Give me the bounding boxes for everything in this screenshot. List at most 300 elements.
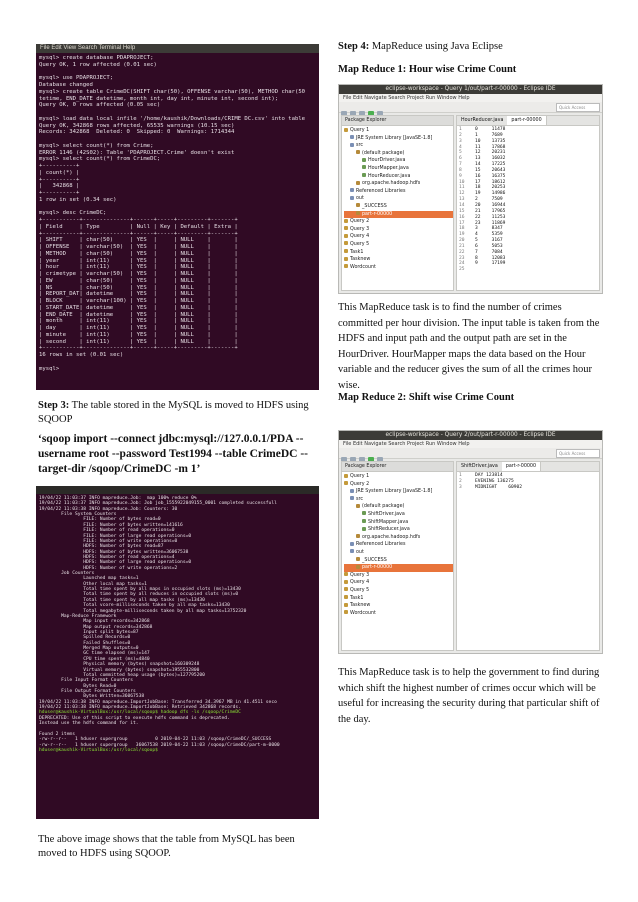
terminal-line: Other local map tasks=1 xyxy=(39,581,147,587)
output-value: 22 11253 xyxy=(475,214,506,220)
terminal-line: | SHIFT | char(50) | YES | | NULL | | xyxy=(39,237,238,244)
output-value: 0 11478 xyxy=(475,127,506,132)
caption-sqoop-result: The above image shows that the table from MySQL has been moved to HDFS using SQOOP. xyxy=(38,834,295,859)
tree-item[interactable] xyxy=(344,602,453,610)
terminal-line: mysql> create database PDAPROJECT; xyxy=(39,55,154,61)
editor-pane xyxy=(456,461,600,651)
tree-item[interactable] xyxy=(344,519,453,527)
output-file-content xyxy=(457,126,599,274)
terminal-line: | year | int(11) | YES | | NULL | | xyxy=(39,257,238,264)
tree-item-label: out xyxy=(356,549,364,555)
line-number: 6 xyxy=(459,156,462,162)
step3-text: The table stored in the MySQL is moved to HDFS using SQOOP xyxy=(38,400,309,425)
tree-item[interactable] xyxy=(344,595,453,603)
tree-item-label: part-r-00000 xyxy=(362,565,393,571)
step3-label: Step 3: xyxy=(38,400,70,411)
line-number: 2 xyxy=(459,132,462,138)
line-number: 23 xyxy=(459,255,465,261)
tree-item[interactable] xyxy=(344,549,453,557)
terminal-line: mysql> create table CrimeDC(SHIFT char(50), OFFENSE varchar(50), METHOD char(50 xyxy=(39,88,306,95)
project-icon xyxy=(344,249,348,253)
terminal-line: | crimetype | varchar(50) | YES | | NULL | | xyxy=(39,271,238,277)
terminal-line: Total time spent by all maps in occupied slots (ms)=13430 xyxy=(39,587,241,593)
terminal-line: mysql> xyxy=(39,365,63,372)
output-row xyxy=(459,267,597,273)
output-value: DAY 123814 xyxy=(475,473,503,478)
file-icon xyxy=(356,534,360,538)
tree-item-label: src xyxy=(356,496,364,502)
tree-item-label: Query 1 xyxy=(350,474,370,479)
project-icon xyxy=(344,572,348,576)
editor-tab[interactable]: part-r-00000 xyxy=(507,116,546,125)
output-value: 21 17965 xyxy=(475,208,506,214)
line-number: 20 xyxy=(459,238,465,244)
terminal-line: Map output records=342868 xyxy=(39,624,153,630)
file-icon xyxy=(356,557,360,561)
terminal-line: | 342868 | xyxy=(39,183,80,190)
line-number: 16 xyxy=(459,214,465,220)
output-value: 8 12083 xyxy=(475,255,506,261)
terminal-line: HDFS: Number of large read operations=0 xyxy=(39,560,192,566)
terminal-line: Merged Map outputs=0 xyxy=(39,646,139,652)
tree-item[interactable] xyxy=(344,233,453,241)
terminal-line xyxy=(39,204,316,211)
terminal-line: | OFFENSE | varchar(50) | YES | | NULL | | xyxy=(39,244,238,250)
hadoop-terminal-output xyxy=(36,494,319,755)
tree-item[interactable] xyxy=(344,481,453,489)
line-number: 25 xyxy=(459,267,465,273)
tree-item[interactable] xyxy=(344,241,453,249)
output-value: 15 20643 xyxy=(475,167,506,173)
terminal-line: HDFS: Number of write operations=2 xyxy=(39,565,178,571)
line-number: 9 xyxy=(459,173,462,179)
tree-item[interactable] xyxy=(344,503,453,511)
tree-item-label: src xyxy=(356,143,364,149)
tree-item-label: Task1 xyxy=(350,249,364,255)
mr1-heading: Map Reduce 1: Hour wise Crime Count xyxy=(338,64,517,75)
tree-item[interactable] xyxy=(344,165,453,173)
project-icon xyxy=(344,603,348,607)
line-number: 1 xyxy=(459,473,462,478)
file-icon xyxy=(356,504,360,508)
project-tree xyxy=(342,126,453,271)
terminal-line: | hour | int(11) | YES | | NULL | | xyxy=(39,264,238,271)
terminal-line: 19/04/22 11:03:37 INFO mapreduce.Job: map 100% reduce 0% xyxy=(39,496,197,501)
terminal-menubar: File Edit View Search Terminal Help xyxy=(36,44,319,53)
line-number: 15 xyxy=(459,208,465,214)
file-icon xyxy=(362,511,366,515)
terminal-line: | BLOCK | varchar(100) | YES | | NULL | | xyxy=(39,298,238,304)
tree-item-label: out xyxy=(356,196,364,202)
file-icon xyxy=(362,527,366,531)
line-number: 17 xyxy=(459,220,465,226)
terminal-line: File Output Format Counters xyxy=(39,688,136,694)
file-icon xyxy=(362,158,366,162)
project-tree xyxy=(342,472,453,617)
terminal-line: 1 row in set (0.34 sec) xyxy=(39,196,117,203)
file-icon xyxy=(362,519,366,523)
terminal-line: 19/04/22 11:03:37 INFO mapreduce.Job: Job job_1555922049155_0001 completed successfull xyxy=(39,501,277,507)
terminal-line: Job Counters xyxy=(39,571,95,577)
tree-item[interactable] xyxy=(344,142,453,150)
tree-item-label: Query 5 xyxy=(350,241,370,247)
tree-item[interactable] xyxy=(344,511,453,519)
eclipse-titlebar: eclipse-workspace - Query 2/out/part-r-00000 - Eclipse IDE xyxy=(339,431,602,440)
project-icon xyxy=(344,257,348,261)
tree-item[interactable] xyxy=(344,579,453,587)
tree-item[interactable] xyxy=(344,526,453,534)
editor-tab[interactable]: ShiftDriver.java xyxy=(461,464,498,469)
output-value: 3 8347 xyxy=(475,226,503,232)
project-icon xyxy=(344,241,348,245)
line-number: 12 xyxy=(459,191,465,197)
terminal-line: +----------+ xyxy=(39,190,80,196)
tree-item[interactable] xyxy=(344,135,453,143)
output-value: 10 13735 xyxy=(475,138,506,144)
terminal-line: +-----------+--------------+------+-----+---------+-------+ xyxy=(39,345,238,352)
output-value: 4 5359 xyxy=(475,232,503,238)
terminal-line: mysql> desc CrimeDC; xyxy=(39,210,107,217)
terminal-line: 19/04/22 11:03:38 INFO mapreduce.ImportJobBase: Retrieved 342868 records. xyxy=(39,705,241,711)
terminal-line: | day | int(11) | YES | | NULL | | xyxy=(39,325,238,331)
terminal-line: mysql> use PDAPROJECT; xyxy=(39,75,114,82)
line-number: 19 xyxy=(459,232,465,238)
terminal-line: GC time elapsed (ms)=147 xyxy=(39,651,150,657)
tree-item[interactable] xyxy=(344,572,453,580)
tree-item-label: Task1 xyxy=(350,595,364,601)
tree-item-label: Query 1 xyxy=(350,128,370,133)
tree-item[interactable] xyxy=(344,157,453,165)
terminal-line: +----------+ xyxy=(39,163,80,169)
output-value: 6 5053 xyxy=(475,243,503,249)
tree-item-label: Query 3 xyxy=(350,572,370,578)
terminal-line: Launched map tasks=1 xyxy=(39,576,139,582)
terminal-line: Total time spent by all reduces in occupied slots (ms)=0 xyxy=(39,592,239,598)
terminal-line: hduser@kaushik-VirtualBox:/usr/local/sqoop$ xyxy=(39,747,161,753)
project-icon xyxy=(344,481,348,485)
mysql-terminal-output xyxy=(36,53,319,374)
output-value: 5 3167 xyxy=(475,238,503,244)
terminal-line: -rw-r--r-- 1 hduser supergroup 0 2019-04-22 11:03 /sqoop/CrimeDC/_SUCCESS xyxy=(39,737,272,743)
file-icon xyxy=(362,173,366,177)
terminal-line: Database changed xyxy=(39,82,93,88)
tree-item-label: Query 5 xyxy=(350,587,370,593)
tree-item-label: HourDriver.java xyxy=(368,158,406,164)
package-explorer-tab[interactable]: Package Explorer xyxy=(342,116,453,126)
file-icon xyxy=(350,135,354,139)
project-icon xyxy=(344,226,348,230)
terminal-line: 19/04/22 11:03:38 INFO mapreduce.ImportJobBase: Transferred 34.3967 MB in 41.4511 seco xyxy=(39,699,277,705)
tree-item-label: part-r-00000 xyxy=(362,211,393,217)
terminal-line: | month | int(11) | YES | | NULL | | xyxy=(39,318,238,325)
output-row xyxy=(459,485,597,491)
tree-item-label: Referenced Libraries xyxy=(356,188,406,194)
terminal-line: FILE: Number of large read operations=0 xyxy=(39,533,192,539)
tree-item[interactable] xyxy=(344,587,453,595)
terminal-line: HDFS: Number of bytes read=87 xyxy=(39,544,164,550)
tree-item[interactable] xyxy=(344,127,453,135)
terminal-line: Failed Shuffles=0 xyxy=(39,640,131,646)
tree-item-label: (default package) xyxy=(362,504,405,510)
eclipse-menubar: File Edit Navigate Search Project Run Window Help xyxy=(339,94,602,102)
tree-item[interactable] xyxy=(344,173,453,181)
terminal-line xyxy=(39,359,316,366)
output-value: 7 7084 xyxy=(475,249,503,255)
project-icon xyxy=(344,128,348,132)
output-value: 11 17868 xyxy=(475,144,506,150)
file-icon xyxy=(350,188,354,192)
file-icon xyxy=(350,143,354,147)
project-icon xyxy=(344,587,348,591)
step4-heading xyxy=(338,40,608,54)
terminal-line: 19/04/22 11:03:38 INFO mapreduce.Job: Counters: 30 xyxy=(39,506,178,512)
terminal-line: File Input Format Counters xyxy=(39,678,134,684)
editor-tab[interactable]: part-r-00000 xyxy=(502,462,541,471)
mr2-heading: Map Reduce 2: Shift wise Crime Count xyxy=(338,392,515,403)
terminal-line: -rw-r--r-- 1 hduser supergroup 36067538 2019-04-22 11:03 /sqoop/CrimeDC/part-m-0000 xyxy=(39,742,280,748)
eclipse-window-query1 xyxy=(338,84,603,294)
tree-item-label: ShiftDriver.java xyxy=(368,511,405,517)
project-icon xyxy=(344,595,348,599)
project-icon xyxy=(344,610,348,614)
tree-item-label: Tasknew xyxy=(350,603,371,609)
tree-item[interactable] xyxy=(344,180,453,188)
terminal-line: CPU time spent (ms)=4840 xyxy=(39,656,150,662)
tree-item-label: Wordcount xyxy=(350,610,376,616)
output-value: 9 17199 xyxy=(475,261,506,267)
file-icon xyxy=(350,496,354,500)
terminal-line: Virtual memory (bytes) snapshot=1955532800 xyxy=(39,667,200,673)
output-value: 1 7689 xyxy=(475,132,503,138)
terminal-line: | METHOD | char(50) | YES | | NULL | | xyxy=(39,250,238,257)
tree-item[interactable] xyxy=(344,203,453,211)
terminal-line: HDFS: Number of read operations=4 xyxy=(39,554,175,560)
output-file-content xyxy=(457,472,599,492)
terminal-line: | count(*) | xyxy=(39,169,80,176)
tree-item[interactable] xyxy=(344,541,453,549)
project-icon xyxy=(344,234,348,238)
output-value: 19 14986 xyxy=(475,191,506,197)
eclipse-window-query2 xyxy=(338,430,603,654)
output-value: 20 16944 xyxy=(475,202,506,208)
tree-item-label: org.apache.hadoop.hdfs xyxy=(362,534,421,540)
tree-item-label: HourMapper.java xyxy=(368,165,409,171)
terminal-titlebar xyxy=(36,486,319,494)
tree-item-label: org.apache.hadoop.hdfs xyxy=(362,181,421,187)
tree-item[interactable] xyxy=(344,218,453,226)
tree-item-label: HourReducer.java xyxy=(368,173,411,179)
terminal-line: | END_DATE | datetime | YES | | NULL | | xyxy=(39,311,238,318)
tree-item[interactable] xyxy=(344,188,453,196)
editor-tabs xyxy=(457,462,599,472)
terminal-line: | EW | char(50) | YES | | NULL | | xyxy=(39,277,238,284)
terminal-line: mysql> select count(*) from CrimeDC; xyxy=(39,156,161,163)
terminal-line: FILE: Number of bytes written=141616 xyxy=(39,522,183,528)
line-number: 5 xyxy=(459,150,462,156)
terminal-line: Total time spent by all map tasks (ms)=13430 xyxy=(39,597,205,603)
line-number: 8 xyxy=(459,167,462,173)
terminal-line: HDFS: Number of bytes written=36067538 xyxy=(39,549,189,555)
terminal-line: Physical memory (bytes) snapshot=160309248 xyxy=(39,662,200,668)
line-number: 24 xyxy=(459,261,465,267)
terminal-line: | START_DATE| datetime | YES | | NULL | | xyxy=(39,304,238,311)
step4-label: Step 4: xyxy=(338,41,370,52)
terminal-line: Map input records=342868 xyxy=(39,619,150,625)
file-icon xyxy=(350,489,354,493)
file-icon xyxy=(350,549,354,553)
terminal-line: FILE: Number of bytes read=0 xyxy=(39,517,161,523)
file-icon xyxy=(356,203,360,207)
project-icon xyxy=(344,219,348,223)
output-value: 23 11869 xyxy=(475,220,506,226)
terminal-line: Total vcore-milliseconds taken by all map tasks=13430 xyxy=(39,603,230,609)
line-number: 22 xyxy=(459,249,465,255)
file-icon xyxy=(356,150,360,154)
tree-item[interactable] xyxy=(344,264,453,272)
eclipse-menubar: File Edit Navigate Search Project Run Window Help xyxy=(339,440,602,448)
tree-item-label: Wordcount xyxy=(350,264,376,270)
tree-item[interactable] xyxy=(344,211,453,219)
project-icon xyxy=(344,580,348,584)
tree-item-label: _SUCCESS xyxy=(362,557,387,563)
terminal-line: 16 rows in set (0.01 sec) xyxy=(39,352,124,358)
terminal-line xyxy=(39,109,316,116)
line-number: 11 xyxy=(459,185,465,191)
package-explorer-pane xyxy=(341,115,454,291)
terminal-line: | REPORT_DAT| datetime | YES | | NULL | | xyxy=(39,291,238,298)
tree-item[interactable] xyxy=(344,473,453,481)
tree-item-label: Tasknew xyxy=(350,257,371,263)
output-value: 17 18612 xyxy=(475,179,506,185)
terminal-line xyxy=(39,69,316,76)
tree-item-label: JRE System Library [JavaSE-1.8] xyxy=(356,135,433,141)
terminal-line: FILE: Number of write operations=0 xyxy=(39,538,178,544)
terminal-line: Bytes Read=0 xyxy=(39,683,117,689)
file-icon xyxy=(356,565,360,569)
line-number: 7 xyxy=(459,162,462,168)
tree-item[interactable] xyxy=(344,610,453,618)
terminal-line: mysql> select count(*) from Crime; xyxy=(39,142,154,149)
terminal-line: Records: 342868 Deleted: 0 Skipped: 0 Warnings: 1714344 xyxy=(39,129,235,136)
terminal-line: +-----------+--------------+------+-----+---------+-------+ xyxy=(39,217,238,223)
terminal-line: +----------+ xyxy=(39,176,80,183)
tree-item-label: JRE System Library [JavaSE-1.8] xyxy=(356,489,433,495)
terminal-line: Query OK, 1 row affected (0.01 sec) xyxy=(39,61,157,68)
line-number: 21 xyxy=(459,243,465,249)
editor-pane xyxy=(456,115,600,291)
quick-access-input[interactable]: Quick Access xyxy=(556,103,600,112)
quick-access-input[interactable]: Quick Access xyxy=(556,449,600,458)
tree-item[interactable] xyxy=(344,195,453,203)
tree-item[interactable] xyxy=(344,488,453,496)
tree-item-label: Query 2 xyxy=(350,481,370,487)
project-icon xyxy=(344,264,348,268)
tree-item-label: ShiftReducer.java xyxy=(368,527,410,533)
terminal-line: Query OK, 0 rows affected (0.05 sec) xyxy=(39,102,161,109)
terminal-line: Input split bytes=87 xyxy=(39,629,139,635)
terminal-line: File System Counters xyxy=(39,512,117,518)
tree-item[interactable] xyxy=(344,534,453,542)
mysql-terminal-screenshot xyxy=(36,44,319,390)
terminal-line: Found 2 items xyxy=(39,731,75,737)
line-number: 18 xyxy=(459,226,465,232)
line-number: 4 xyxy=(459,144,462,150)
tree-item[interactable] xyxy=(344,564,453,572)
tree-item[interactable] xyxy=(344,557,453,565)
file-icon xyxy=(356,181,360,185)
terminal-line: +-----------+--------------+------+-----+---------+-------+ xyxy=(39,230,238,237)
line-number: 14 xyxy=(459,202,465,208)
package-explorer-tab[interactable]: Package Explorer xyxy=(342,462,453,472)
line-number: 3 xyxy=(459,138,462,144)
tree-item[interactable] xyxy=(344,496,453,504)
mr1-description: This MapReduce task is to find the number of crimes committed per hour division. The input table is taken from the HDFS and input path and the output path are set in the HourDriver. HourMapper maps the data based on the Hour variable and the reducer gives the sum of all the crimes hour wise. xyxy=(338,302,600,391)
sqoop-import-command: ‘sqoop import --connect jdbc:mysql://127.0.0.1/PDA --username root --password Test1994 --table CrimeDC --target-dir /sqoop/CrimeDC -m 1’ xyxy=(38,433,309,475)
file-icon xyxy=(362,165,366,169)
tree-item[interactable] xyxy=(344,150,453,158)
terminal-line: | NS | char(50) | YES | | NULL | | xyxy=(39,284,238,291)
project-icon xyxy=(344,474,348,478)
tree-item-label: Query 2 xyxy=(350,219,370,225)
terminal-line: DEPRECATED: Use of this script to execute hdfs command is deprecated. xyxy=(39,715,230,721)
output-value: 14 17225 xyxy=(475,162,506,168)
tree-item[interactable] xyxy=(344,226,453,234)
terminal-line: | Field | Type | Null | Key | Default | Extra | xyxy=(39,223,238,230)
package-explorer-pane xyxy=(341,461,454,651)
tree-item[interactable] xyxy=(344,249,453,257)
tree-item-label: Query 4 xyxy=(350,234,370,240)
output-value: MIDNIGHT 60902 xyxy=(475,484,523,490)
mr2-description: This MapReduce task is to help the government to find during which shift the highest number of crimes occur which will be useful for increasing the security during that particular shift of the day. xyxy=(338,667,600,725)
file-icon xyxy=(350,196,354,200)
tree-item-label: Query 4 xyxy=(350,580,370,586)
file-icon xyxy=(356,211,360,215)
tree-item-label: _SUCCESS xyxy=(362,203,387,209)
hadoop-terminal-screenshot xyxy=(36,486,319,819)
terminal-line: | minute | int(11) | YES | | NULL | | xyxy=(39,331,238,338)
terminal-line: FILE: Number of read operations=0 xyxy=(39,528,175,534)
terminal-line: Total megabyte-milliseconds taken by all map tasks=13752320 xyxy=(39,608,247,614)
terminal-line: Bytes Written=36067538 xyxy=(39,694,145,700)
file-icon xyxy=(350,542,354,546)
terminal-line: hduser@kaushik-VirtualBox:/usr/local/sqoop$ hadoop dfs -ls /sqoop/CrimeDC xyxy=(39,710,241,716)
line-number: 2 xyxy=(459,478,462,484)
terminal-line: tetime, END_DATE datetime, month int, day int, minute int, second int); xyxy=(39,95,279,102)
terminal-line: mysql> load data local infile '/home/kaushik/Downloads/CRIME DC.csv' into table xyxy=(39,115,306,122)
terminal-line: Query OK, 342868 rows affected, 65535 warnings (10.15 sec) xyxy=(39,122,235,129)
line-number: 10 xyxy=(459,179,465,185)
output-value: EVENING 136275 xyxy=(475,478,514,484)
terminal-line: Map-Reduce Framework xyxy=(39,613,117,619)
terminal-line: Instead use the hdfs command for it. xyxy=(39,721,139,727)
eclipse-toolbar xyxy=(339,448,602,459)
line-number: 3 xyxy=(459,484,462,490)
terminal-line: | second | int(11) | YES | | NULL | | xyxy=(39,338,238,345)
terminal-line xyxy=(39,136,316,143)
output-value: 12 20231 xyxy=(475,150,506,156)
line-number: 1 xyxy=(459,127,462,132)
editor-tab[interactable]: HourReducer.java xyxy=(461,118,504,123)
terminal-line: Spilled Records=0 xyxy=(39,635,131,641)
line-number: 13 xyxy=(459,197,465,203)
tree-item[interactable] xyxy=(344,256,453,264)
editor-tabs xyxy=(457,116,599,126)
output-value: 16 16375 xyxy=(475,173,506,179)
step4-text: MapReduce using Java Eclipse xyxy=(369,41,503,52)
tree-item-label: (default package) xyxy=(362,150,405,156)
tree-item-label: Referenced Libraries xyxy=(356,542,406,548)
terminal-line: Total committed heap usage (bytes)=127795200 xyxy=(39,672,205,678)
